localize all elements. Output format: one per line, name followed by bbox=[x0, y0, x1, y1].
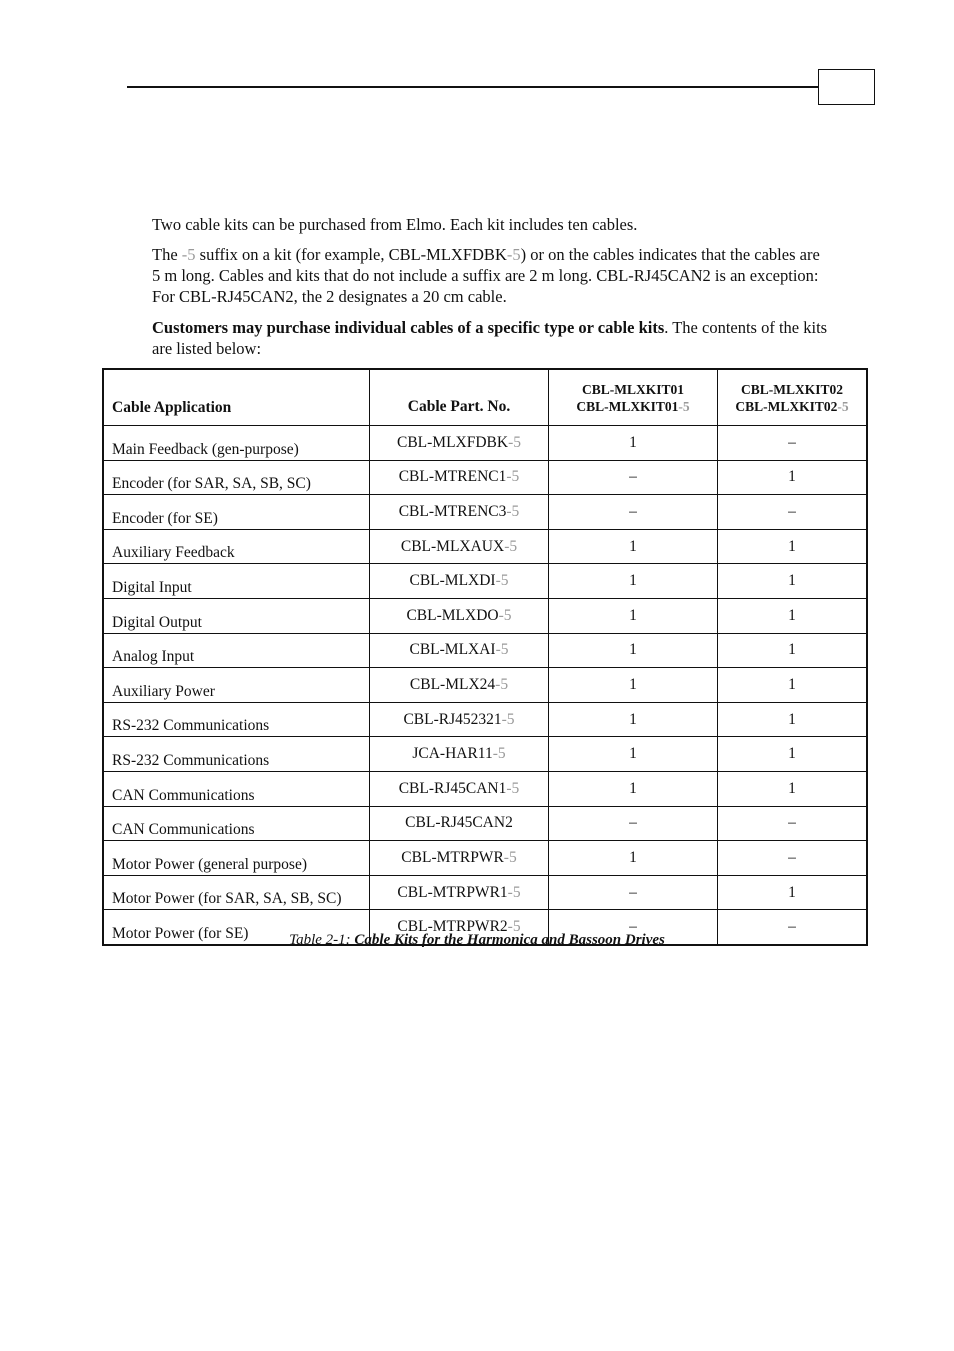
length-suffix: -5 bbox=[492, 745, 506, 763]
part-number-cell bbox=[370, 426, 549, 461]
caption-label: Table 2-1: bbox=[289, 932, 355, 948]
part-number: CBL-MLXAUX bbox=[400, 537, 505, 555]
kit1-quantity-cell: 1 bbox=[549, 598, 718, 633]
cable-application-cell: CAN Communications bbox=[103, 806, 370, 841]
cable-application-cell: Motor Power (general purpose) bbox=[103, 841, 370, 876]
kit2-quantity-cell: 1 bbox=[718, 668, 868, 703]
table-row bbox=[103, 875, 867, 910]
cable-application-cell: Main Feedback (gen-purpose) bbox=[103, 426, 370, 461]
cable-application-cell: Encoder (for SE) bbox=[103, 495, 370, 530]
kit2-quantity-cell: 1 bbox=[718, 460, 868, 495]
kit2-quantity-cell: 1 bbox=[718, 771, 868, 806]
intro-text: Two cable kits can be purchased from Elmo. Each kit includes ten cables. bbox=[152, 215, 638, 234]
part-number: CBL-MLX24 bbox=[409, 675, 496, 693]
cable-application-cell: RS-232 Communications bbox=[103, 737, 370, 772]
table-row bbox=[103, 771, 867, 806]
cable-application-cell: RS-232 Communications bbox=[103, 702, 370, 737]
header-application: Cable Application bbox=[103, 369, 370, 426]
table-row bbox=[103, 702, 867, 737]
kit1-quantity-cell: – bbox=[549, 875, 718, 910]
part-number: CBL-MLXAI bbox=[409, 641, 496, 659]
length-suffix: -5 bbox=[504, 537, 518, 555]
kit1-quantity-cell: 1 bbox=[549, 702, 718, 737]
table-row bbox=[103, 806, 867, 841]
suffix-text-b: suffix on a kit (for example, CBL-MLXFDBK bbox=[195, 245, 507, 264]
purchase-bold-text: Customers may purchase individual cables of a specific type or cable kits bbox=[152, 318, 665, 337]
kit2-quantity-cell: 1 bbox=[718, 598, 868, 633]
part-number: CBL-MTRPWR bbox=[401, 848, 504, 866]
part-number: CBL-MTRPWR1 bbox=[397, 883, 508, 901]
table-row bbox=[103, 841, 867, 876]
suffix-paragraph bbox=[152, 244, 832, 307]
part-number-cell bbox=[370, 668, 549, 703]
length-suffix: -5 bbox=[495, 572, 509, 590]
kit2-name-long: CBL-MLXKIT02 bbox=[735, 398, 838, 414]
kit2-quantity-cell: – bbox=[718, 495, 868, 530]
kit2-quantity-cell: 1 bbox=[718, 702, 868, 737]
part-number-cell bbox=[370, 495, 549, 530]
kit1-quantity-cell: – bbox=[549, 495, 718, 530]
length-suffix: -5 bbox=[507, 918, 521, 936]
cable-application-cell: Analog Input bbox=[103, 633, 370, 668]
kit2-quantity-cell: – bbox=[718, 426, 868, 461]
part-number-cell bbox=[370, 598, 549, 633]
part-number: CBL-MTRENC1 bbox=[398, 468, 507, 486]
table-caption bbox=[0, 932, 954, 949]
kit2-quantity-cell: – bbox=[718, 841, 868, 876]
suffix-marker-example: -5 bbox=[506, 245, 521, 264]
kit1-name-long: CBL-MLXKIT01 bbox=[576, 398, 679, 414]
part-number-cell bbox=[370, 702, 549, 737]
part-number-cell bbox=[370, 564, 549, 599]
part-number-cell bbox=[370, 633, 549, 668]
part-number: CBL-MLXDI bbox=[409, 572, 496, 590]
cable-application-cell: Digital Input bbox=[103, 564, 370, 599]
length-suffix: -5 bbox=[507, 883, 521, 901]
suffix-marker: -5 bbox=[181, 245, 196, 264]
length-suffix: -5 bbox=[498, 606, 512, 624]
purchase-paragraph bbox=[152, 317, 832, 359]
kit1-quantity-cell: 1 bbox=[549, 426, 718, 461]
length-suffix: -5 bbox=[495, 641, 509, 659]
kit1-quantity-cell: 1 bbox=[549, 529, 718, 564]
part-number: CBL-MLXFDBK bbox=[396, 433, 509, 451]
part-number-cell bbox=[370, 841, 549, 876]
cable-application-cell: Motor Power (for SE) bbox=[103, 910, 370, 945]
table-row bbox=[103, 668, 867, 703]
cable-kits-table bbox=[102, 368, 868, 946]
part-number: CBL-MTRPWR2 bbox=[397, 918, 508, 936]
cable-application-cell: Encoder (for SAR, SA, SB, SC) bbox=[103, 460, 370, 495]
kit1-quantity-cell: 1 bbox=[549, 841, 718, 876]
length-suffix: -5 bbox=[506, 502, 520, 520]
kit1-quantity-cell: – bbox=[549, 806, 718, 841]
part-number: CBL-MLXDO bbox=[406, 606, 499, 624]
kit2-quantity-cell: 1 bbox=[718, 564, 868, 599]
kit1-quantity-cell: 1 bbox=[549, 737, 718, 772]
length-suffix: -5 bbox=[495, 675, 509, 693]
kit1-quantity-cell: 1 bbox=[549, 668, 718, 703]
table-row bbox=[103, 460, 867, 495]
table-row bbox=[103, 529, 867, 564]
header-kit1 bbox=[549, 369, 718, 426]
table-header-row bbox=[103, 369, 867, 426]
part-number-cell bbox=[370, 529, 549, 564]
part-number: CBL-RJ452321 bbox=[403, 710, 502, 728]
length-suffix: -5 bbox=[503, 848, 517, 866]
kit1-quantity-cell: 1 bbox=[549, 771, 718, 806]
part-number: CBL-MTRENC3 bbox=[398, 502, 507, 520]
kit1-quantity-cell: 1 bbox=[549, 633, 718, 668]
part-number-cell bbox=[370, 806, 549, 841]
page-number-box bbox=[818, 69, 875, 105]
kit1-name: CBL-MLXKIT01 bbox=[581, 381, 684, 397]
part-number-cell bbox=[370, 875, 549, 910]
suffix-text-a: The bbox=[152, 245, 182, 264]
table-row bbox=[103, 633, 867, 668]
length-suffix: -5 bbox=[506, 468, 520, 486]
table-row bbox=[103, 426, 867, 461]
kit1-quantity-cell: – bbox=[549, 910, 718, 945]
cable-application-cell: Motor Power (for SAR, SA, SB, SC) bbox=[103, 875, 370, 910]
part-number: CBL-RJ45CAN2 bbox=[405, 814, 513, 832]
length-suffix: -5 bbox=[501, 710, 515, 728]
kit2-quantity-cell: 1 bbox=[718, 529, 868, 564]
length-suffix: -5 bbox=[506, 779, 520, 797]
table-row bbox=[103, 737, 867, 772]
kit2-quantity-cell: – bbox=[718, 806, 868, 841]
cable-application-cell: Auxiliary Feedback bbox=[103, 529, 370, 564]
kit2-suffix: -5 bbox=[837, 398, 849, 414]
table-row bbox=[103, 564, 867, 599]
kit2-quantity-cell: 1 bbox=[718, 633, 868, 668]
kit2-quantity-cell: 1 bbox=[718, 875, 868, 910]
part-number-cell bbox=[370, 737, 549, 772]
kit2-name: CBL-MLXKIT02 bbox=[740, 381, 843, 397]
header-kit2 bbox=[718, 369, 868, 426]
table-row bbox=[103, 495, 867, 530]
header-part-number: Cable Part. No. bbox=[370, 369, 549, 426]
part-number-cell bbox=[370, 460, 549, 495]
length-suffix: -5 bbox=[508, 433, 522, 451]
kit2-quantity-cell: 1 bbox=[718, 737, 868, 772]
cable-application-cell: Auxiliary Power bbox=[103, 668, 370, 703]
cable-application-cell: Digital Output bbox=[103, 598, 370, 633]
part-number-cell bbox=[370, 771, 549, 806]
intro-paragraph bbox=[152, 214, 832, 235]
cable-application-cell: CAN Communications bbox=[103, 771, 370, 806]
kit1-suffix: -5 bbox=[678, 398, 690, 414]
table-row bbox=[103, 598, 867, 633]
part-number: JCA-HAR11 bbox=[412, 745, 493, 763]
kit1-quantity-cell: – bbox=[549, 460, 718, 495]
caption-title: Cable Kits for the Harmonica and Bassoon Drives bbox=[354, 932, 665, 948]
kit2-quantity-cell: – bbox=[718, 910, 868, 945]
kit1-quantity-cell: 1 bbox=[549, 564, 718, 599]
header-rule bbox=[127, 86, 819, 88]
part-number: CBL-RJ45CAN1 bbox=[398, 779, 507, 797]
suffix-text-c: ) or on the cables indicates that the cables are 5 m long. Cables and kits that do not include a suffix are 2 m long. CBL-RJ45CAN2 is an exception: For CBL-RJ45CAN2, the 2 designates a 20 cm cable. bbox=[152, 245, 820, 306]
purchase-text: . The contents of the kits are listed below: bbox=[152, 318, 828, 358]
